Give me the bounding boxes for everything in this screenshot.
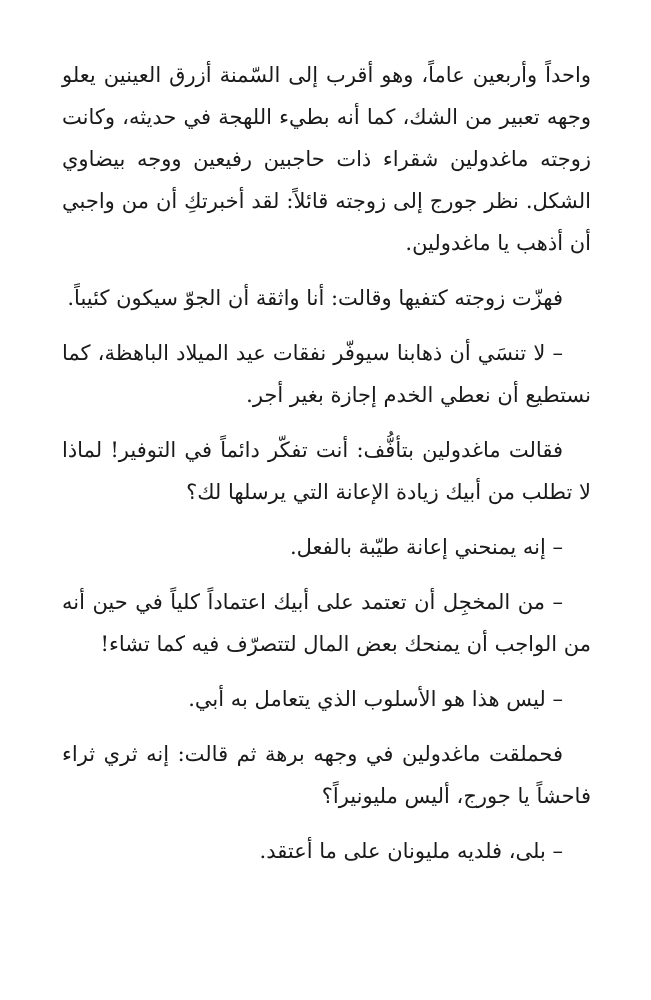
paragraph: واحداً وأربعين عاماً، وهو أقرب إلى السّمنة أزرق العينين يعلو وجهه تعبير من الشك، كما أنه بطيء اللهجة في حديثه، وكانت زوجته ماغدولين شقراء ذات حاجبين رفيعين ووجه بيضاوي الشكل. نظر جورج إلى زوجته قائلاً: لقد أخبرتكِ أن من واجبي أن أذهب يا ماغدولين.	[62, 63, 591, 255]
paragraph: – بلى، فلديه مليونان على ما أعتقد.	[259, 839, 563, 863]
paragraph: – إنه يمنحني إعانة طيّبة بالفعل.	[289, 535, 563, 559]
book-page	[62, 54, 591, 885]
paragraph: – من المخجِل أن تعتمد على أبيك اعتماداً كلياً في حين أنه من الواجب أن يمنحك بعض المال لتتصرّف فيه كما تشاء!	[62, 590, 591, 656]
paragraph: فهزّت زوجته كتفيها وقالت: أنا واثقة أن الجوّ سيكون كئيباً.	[67, 286, 563, 310]
paragraph: فقالت ماغدولين بتأفُّف: أنت تفكّر دائماً في التوفير! لماذا لا تطلب من أبيك زيادة الإعانة التي يرسلها لك؟	[62, 438, 591, 504]
paragraph: – ليس هذا هو الأسلوب الذي يتعامل به أبي.	[188, 687, 563, 711]
paragraph: – لا تنسَي أن ذهابنا سيوفّر نفقات عيد الميلاد الباهظة، كما نستطيع أن نعطي الخدم إجازة بغير أجر.	[62, 341, 591, 407]
paragraph: فحملقت ماغدولين في وجهه برهة ثم قالت: إنه ثري ثراء فاحشاً يا جورج، أليس مليونيراً؟	[62, 742, 591, 808]
